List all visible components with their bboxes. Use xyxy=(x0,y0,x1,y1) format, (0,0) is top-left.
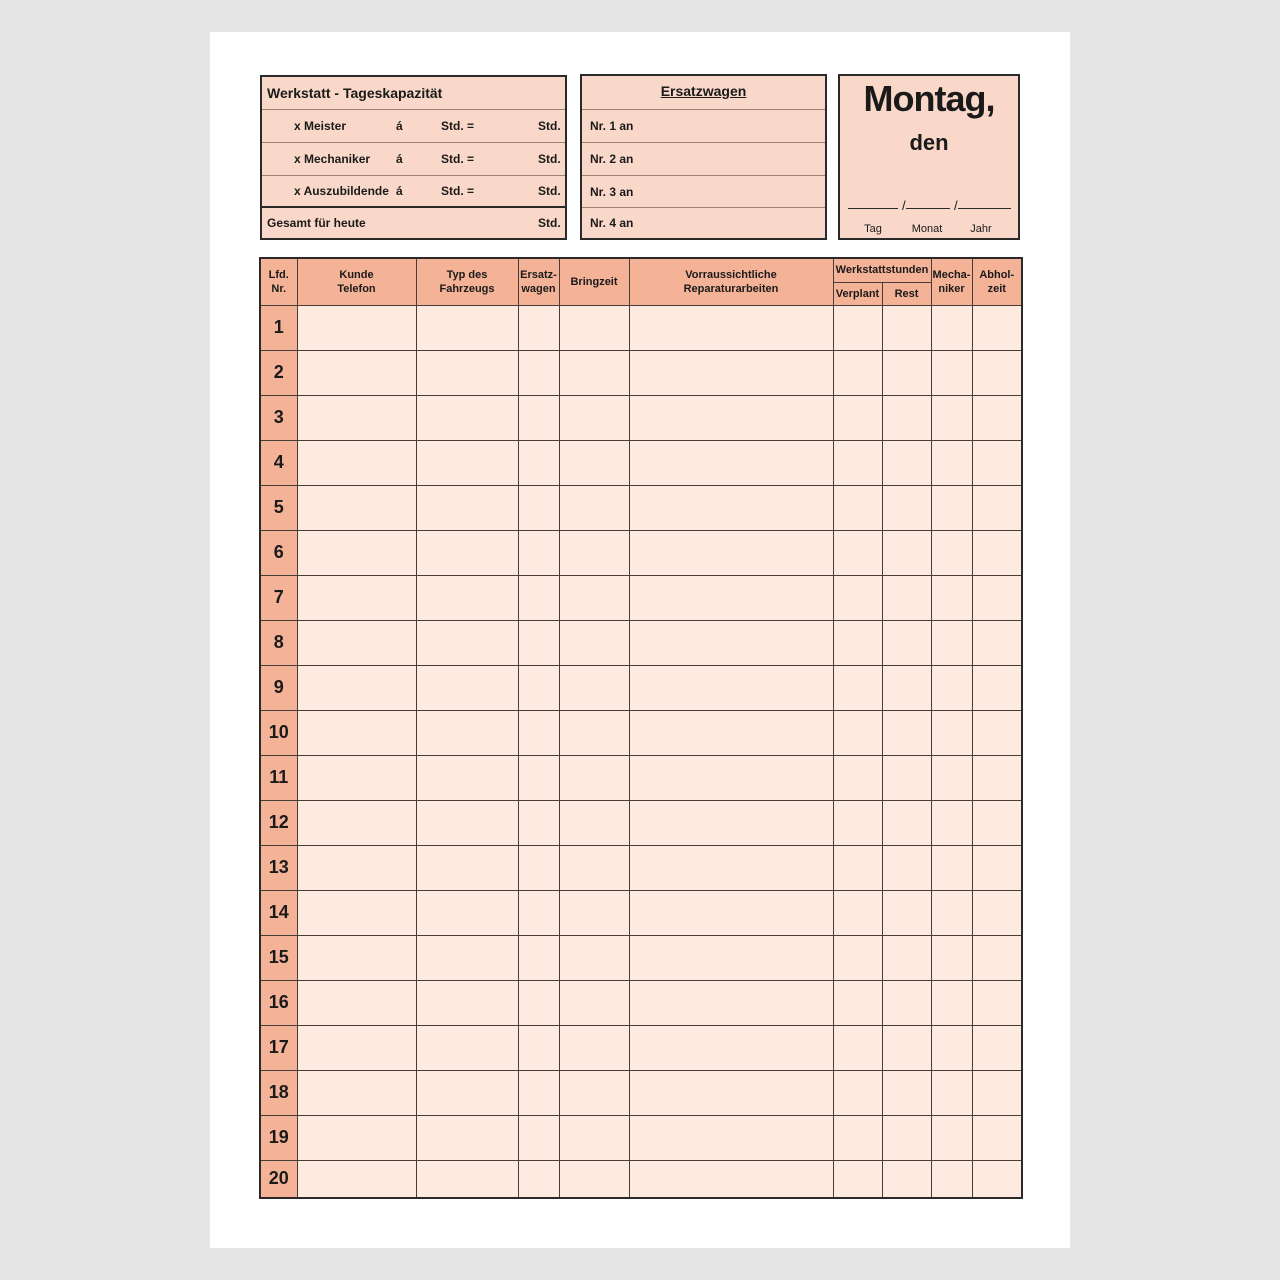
cell-mechaniker[interactable] xyxy=(931,575,972,620)
cell-verplant[interactable] xyxy=(833,530,882,575)
header-ersatzwagen: Ersatz- wagen xyxy=(518,258,559,305)
capacity-std-eq: Std. = xyxy=(441,152,475,166)
cell-reparatur[interactable] xyxy=(629,1115,833,1160)
cell-ersatzwagen[interactable] xyxy=(518,800,559,845)
cell-verplant[interactable] xyxy=(833,1070,882,1115)
cell-kunde[interactable] xyxy=(297,710,416,755)
cell-mechaniker[interactable] xyxy=(931,305,972,350)
cell-kunde[interactable] xyxy=(297,575,416,620)
cell-typ[interactable] xyxy=(416,710,518,755)
capacity-std-eq: Std. = xyxy=(441,119,475,133)
header-werkstattstunden: Werkstattstunden xyxy=(833,258,931,282)
cell-ersatzwagen[interactable] xyxy=(518,620,559,665)
cell-kunde[interactable] xyxy=(297,890,416,935)
cell-abholzeit[interactable] xyxy=(972,440,1022,485)
table-row xyxy=(260,1115,1022,1160)
header-lfd-nr: Lfd. Nr. xyxy=(260,258,297,305)
cell-abholzeit[interactable] xyxy=(972,980,1022,1025)
cell-kunde[interactable] xyxy=(297,1115,416,1160)
cell-ersatzwagen[interactable] xyxy=(518,530,559,575)
ersatzwagen-line-2[interactable]: Nr. 2 an xyxy=(582,142,825,175)
cell-abholzeit[interactable] xyxy=(972,1115,1022,1160)
cell-bringzeit[interactable] xyxy=(559,530,629,575)
table-body xyxy=(260,305,1022,1198)
cell-bringzeit[interactable] xyxy=(559,395,629,440)
capacity-a: á xyxy=(396,152,403,166)
cell-mechaniker[interactable] xyxy=(931,530,972,575)
cell-typ[interactable] xyxy=(416,935,518,980)
cell-ersatzwagen[interactable] xyxy=(518,575,559,620)
cell-verplant[interactable] xyxy=(833,575,882,620)
capacity-row-mechaniker xyxy=(262,143,565,176)
cell-mechaniker[interactable] xyxy=(931,440,972,485)
cell-verplant[interactable] xyxy=(833,800,882,845)
row-number: 5 xyxy=(260,485,297,530)
cell-mechaniker[interactable] xyxy=(931,350,972,395)
cell-verplant[interactable] xyxy=(833,1115,882,1160)
cell-rest[interactable] xyxy=(882,485,931,530)
cell-verplant[interactable] xyxy=(833,665,882,710)
cell-bringzeit[interactable] xyxy=(559,755,629,800)
day-box xyxy=(838,74,1020,240)
cell-rest[interactable] xyxy=(882,935,931,980)
table-row xyxy=(260,575,1022,620)
cell-bringzeit[interactable] xyxy=(559,710,629,755)
cell-mechaniker[interactable] xyxy=(931,845,972,890)
cell-ersatzwagen[interactable] xyxy=(518,1025,559,1070)
cell-abholzeit[interactable] xyxy=(972,485,1022,530)
table-row xyxy=(260,305,1022,350)
cell-verplant[interactable] xyxy=(833,890,882,935)
cell-abholzeit[interactable] xyxy=(972,395,1022,440)
table-row xyxy=(260,1160,1022,1198)
cell-abholzeit[interactable] xyxy=(972,350,1022,395)
cell-mechaniker[interactable] xyxy=(931,620,972,665)
cell-rest[interactable] xyxy=(882,1115,931,1160)
cell-bringzeit[interactable] xyxy=(559,575,629,620)
row-number: 1 xyxy=(260,305,297,350)
capacity-label: x Auszubildende xyxy=(294,184,389,198)
cell-bringzeit[interactable] xyxy=(559,1025,629,1070)
cell-reparatur[interactable] xyxy=(629,530,833,575)
cell-rest[interactable] xyxy=(882,710,931,755)
cell-typ[interactable] xyxy=(416,530,518,575)
row-number: 8 xyxy=(260,620,297,665)
cell-kunde[interactable] xyxy=(297,530,416,575)
cell-reparatur[interactable] xyxy=(629,395,833,440)
cell-reparatur[interactable] xyxy=(629,1160,833,1198)
row-number: 19 xyxy=(260,1115,297,1160)
cell-kunde[interactable] xyxy=(297,395,416,440)
cell-kunde[interactable] xyxy=(297,845,416,890)
table-row xyxy=(260,845,1022,890)
cell-abholzeit[interactable] xyxy=(972,1160,1022,1198)
row-number: 2 xyxy=(260,350,297,395)
cell-bringzeit[interactable] xyxy=(559,1070,629,1115)
cell-typ[interactable] xyxy=(416,755,518,800)
cell-reparatur[interactable] xyxy=(629,890,833,935)
cell-mechaniker[interactable] xyxy=(931,1025,972,1070)
cell-kunde[interactable] xyxy=(297,755,416,800)
cell-reparatur[interactable] xyxy=(629,620,833,665)
cell-kunde[interactable] xyxy=(297,485,416,530)
capacity-a: á xyxy=(396,119,403,133)
cell-rest[interactable] xyxy=(882,845,931,890)
cell-rest[interactable] xyxy=(882,440,931,485)
row-number: 13 xyxy=(260,845,297,890)
cell-kunde[interactable] xyxy=(297,935,416,980)
capacity-std: Std. xyxy=(538,119,561,133)
header-bringzeit: Bringzeit xyxy=(559,258,629,305)
cell-abholzeit[interactable] xyxy=(972,845,1022,890)
table-row xyxy=(260,710,1022,755)
row-number: 16 xyxy=(260,980,297,1025)
cell-verplant[interactable] xyxy=(833,845,882,890)
cell-reparatur[interactable] xyxy=(629,845,833,890)
table-row xyxy=(260,890,1022,935)
row-number: 17 xyxy=(260,1025,297,1070)
cell-abholzeit[interactable] xyxy=(972,620,1022,665)
row-number: 3 xyxy=(260,395,297,440)
capacity-title-row xyxy=(262,77,565,110)
month-line[interactable] xyxy=(906,208,950,209)
cell-rest[interactable] xyxy=(882,305,931,350)
cell-ersatzwagen[interactable] xyxy=(518,980,559,1025)
header-abholzeit: Abhol- zeit xyxy=(972,258,1022,305)
cell-abholzeit[interactable] xyxy=(972,1070,1022,1115)
cell-kunde[interactable] xyxy=(297,1070,416,1115)
cell-reparatur[interactable] xyxy=(629,935,833,980)
cell-rest[interactable] xyxy=(882,1025,931,1070)
cell-ersatzwagen[interactable] xyxy=(518,755,559,800)
capacity-label: x Meister xyxy=(294,119,347,133)
row-number: 4 xyxy=(260,440,297,485)
cell-ersatzwagen[interactable] xyxy=(518,710,559,755)
den-label: den xyxy=(909,130,949,155)
cell-verplant[interactable] xyxy=(833,350,882,395)
row-number: 11 xyxy=(260,755,297,800)
header-typ: Typ des Fahrzeugs xyxy=(416,258,518,305)
cell-kunde[interactable] xyxy=(297,440,416,485)
cell-ersatzwagen[interactable] xyxy=(518,1115,559,1160)
cell-kunde[interactable] xyxy=(297,350,416,395)
cell-typ[interactable] xyxy=(416,845,518,890)
capacity-std: Std. xyxy=(538,152,561,166)
cell-reparatur[interactable] xyxy=(629,800,833,845)
capacity-total-row xyxy=(262,208,565,238)
cell-mechaniker[interactable] xyxy=(931,755,972,800)
cell-bringzeit[interactable] xyxy=(559,980,629,1025)
cell-verplant[interactable] xyxy=(833,1025,882,1070)
cell-reparatur[interactable] xyxy=(629,575,833,620)
table-row xyxy=(260,530,1022,575)
cell-mechaniker[interactable] xyxy=(931,1115,972,1160)
capacity-a: á xyxy=(396,184,403,198)
cell-mechaniker[interactable] xyxy=(931,890,972,935)
cell-kunde[interactable] xyxy=(297,305,416,350)
date-label-tag: Tag xyxy=(864,223,882,235)
cell-kunde[interactable] xyxy=(297,980,416,1025)
cell-mechaniker[interactable] xyxy=(931,665,972,710)
ersatzwagen-line-1[interactable]: Nr. 1 an xyxy=(582,109,825,142)
cell-typ[interactable] xyxy=(416,395,518,440)
cell-verplant[interactable] xyxy=(833,755,882,800)
cell-typ[interactable] xyxy=(416,1070,518,1115)
cell-typ[interactable] xyxy=(416,305,518,350)
cell-rest[interactable] xyxy=(882,1070,931,1115)
cell-abholzeit[interactable] xyxy=(972,305,1022,350)
row-number: 20 xyxy=(260,1160,297,1198)
cell-bringzeit[interactable] xyxy=(559,485,629,530)
cell-reparatur[interactable] xyxy=(629,710,833,755)
cell-verplant[interactable] xyxy=(833,620,882,665)
date-slash: / xyxy=(902,198,906,213)
cell-mechaniker[interactable] xyxy=(931,800,972,845)
cell-typ[interactable] xyxy=(416,980,518,1025)
cell-reparatur[interactable] xyxy=(629,755,833,800)
cell-verplant[interactable] xyxy=(833,485,882,530)
cell-ersatzwagen[interactable] xyxy=(518,1160,559,1198)
cell-kunde[interactable] xyxy=(297,1025,416,1070)
cell-reparatur[interactable] xyxy=(629,440,833,485)
cell-rest[interactable] xyxy=(882,530,931,575)
cell-bringzeit[interactable] xyxy=(559,1115,629,1160)
cell-abholzeit[interactable] xyxy=(972,935,1022,980)
date-slash: / xyxy=(954,198,958,213)
year-line[interactable] xyxy=(958,208,1011,209)
table-row xyxy=(260,1070,1022,1115)
header-kunde: Kunde Telefon xyxy=(297,258,416,305)
header-verplant: Verplant xyxy=(833,282,882,305)
cell-ersatzwagen[interactable] xyxy=(518,890,559,935)
row-number: 15 xyxy=(260,935,297,980)
cell-verplant[interactable] xyxy=(833,1160,882,1198)
cell-typ[interactable] xyxy=(416,575,518,620)
cell-kunde[interactable] xyxy=(297,620,416,665)
cell-typ[interactable] xyxy=(416,440,518,485)
cell-verplant[interactable] xyxy=(833,395,882,440)
cell-reparatur[interactable] xyxy=(629,1025,833,1070)
capacity-total-label: Gesamt für heute xyxy=(267,216,366,230)
capacity-box xyxy=(260,75,567,240)
row-number: 9 xyxy=(260,665,297,710)
cell-bringzeit[interactable] xyxy=(559,305,629,350)
cell-rest[interactable] xyxy=(882,575,931,620)
capacity-row-auszubildende xyxy=(262,176,565,208)
row-number: 18 xyxy=(260,1070,297,1115)
cell-bringzeit[interactable] xyxy=(559,665,629,710)
cell-reparatur[interactable] xyxy=(629,305,833,350)
row-number: 6 xyxy=(260,530,297,575)
cell-ersatzwagen[interactable] xyxy=(518,485,559,530)
cell-ersatzwagen[interactable] xyxy=(518,665,559,710)
cell-mechaniker[interactable] xyxy=(931,1070,972,1115)
cell-ersatzwagen[interactable] xyxy=(518,935,559,980)
cell-verplant[interactable] xyxy=(833,935,882,980)
cell-ersatzwagen[interactable] xyxy=(518,845,559,890)
table-row xyxy=(260,395,1022,440)
cell-ersatzwagen[interactable] xyxy=(518,395,559,440)
day-line[interactable] xyxy=(848,208,898,209)
cell-kunde[interactable] xyxy=(297,665,416,710)
date-label-jahr: Jahr xyxy=(970,223,992,235)
cell-typ[interactable] xyxy=(416,620,518,665)
cell-abholzeit[interactable] xyxy=(972,800,1022,845)
capacity-std-eq: Std. = xyxy=(441,184,475,198)
capacity-row-meister xyxy=(262,110,565,143)
table-row xyxy=(260,620,1022,665)
cell-ersatzwagen[interactable] xyxy=(518,350,559,395)
cell-mechaniker[interactable] xyxy=(931,1160,972,1198)
cell-rest[interactable] xyxy=(882,350,931,395)
row-number: 7 xyxy=(260,575,297,620)
cell-typ[interactable] xyxy=(416,665,518,710)
cell-typ[interactable] xyxy=(416,890,518,935)
cell-typ[interactable] xyxy=(416,350,518,395)
cell-typ[interactable] xyxy=(416,1160,518,1198)
cell-mechaniker[interactable] xyxy=(931,710,972,755)
cell-typ[interactable] xyxy=(416,1115,518,1160)
table-row xyxy=(260,350,1022,395)
cell-bringzeit[interactable] xyxy=(559,845,629,890)
cell-bringzeit[interactable] xyxy=(559,800,629,845)
cell-bringzeit[interactable] xyxy=(559,890,629,935)
cell-rest[interactable] xyxy=(882,395,931,440)
cell-verplant[interactable] xyxy=(833,710,882,755)
form-sheet xyxy=(210,32,1070,1248)
cell-bringzeit[interactable] xyxy=(559,935,629,980)
ersatzwagen-title: Ersatzwagen xyxy=(660,83,747,99)
ersatzwagen-box xyxy=(580,74,827,240)
table-row xyxy=(260,440,1022,485)
row-number: 10 xyxy=(260,710,297,755)
cell-abholzeit[interactable] xyxy=(972,575,1022,620)
cell-rest[interactable] xyxy=(882,620,931,665)
cell-bringzeit[interactable] xyxy=(559,440,629,485)
table-row xyxy=(260,935,1022,980)
cell-rest[interactable] xyxy=(882,980,931,1025)
date-label-monat: Monat xyxy=(911,223,943,235)
cell-verplant[interactable] xyxy=(833,440,882,485)
capacity-total-unit: Std. xyxy=(538,216,561,230)
cell-mechaniker[interactable] xyxy=(931,395,972,440)
cell-bringzeit[interactable] xyxy=(559,620,629,665)
row-number: 12 xyxy=(260,800,297,845)
capacity-title: Werkstatt - Tageskapazität xyxy=(267,85,443,101)
cell-ersatzwagen[interactable] xyxy=(518,1070,559,1115)
table-row xyxy=(260,485,1022,530)
cell-abholzeit[interactable] xyxy=(972,755,1022,800)
table-row xyxy=(260,665,1022,710)
cell-reparatur[interactable] xyxy=(629,485,833,530)
cell-abholzeit[interactable] xyxy=(972,665,1022,710)
table-row xyxy=(260,800,1022,845)
cell-abholzeit[interactable] xyxy=(972,890,1022,935)
cell-abholzeit[interactable] xyxy=(972,710,1022,755)
header-rest: Rest xyxy=(882,282,931,305)
cell-ersatzwagen[interactable] xyxy=(518,440,559,485)
cell-mechaniker[interactable] xyxy=(931,485,972,530)
ersatzwagen-line-4[interactable]: Nr. 4 an xyxy=(582,207,825,238)
cell-bringzeit[interactable] xyxy=(559,350,629,395)
cell-rest[interactable] xyxy=(882,1160,931,1198)
ersatzwagen-line-3[interactable]: Nr. 3 an xyxy=(582,175,825,207)
cell-typ[interactable] xyxy=(416,1025,518,1070)
capacity-std: Std. xyxy=(538,184,561,198)
cell-bringzeit[interactable] xyxy=(559,1160,629,1198)
cell-typ[interactable] xyxy=(416,800,518,845)
cell-abholzeit[interactable] xyxy=(972,1025,1022,1070)
cell-reparatur[interactable] xyxy=(629,665,833,710)
cell-rest[interactable] xyxy=(882,890,931,935)
row-number: 14 xyxy=(260,890,297,935)
cell-rest[interactable] xyxy=(882,800,931,845)
cell-reparatur[interactable] xyxy=(629,350,833,395)
cell-kunde[interactable] xyxy=(297,1160,416,1198)
header-mechaniker: Mecha- niker xyxy=(931,258,972,305)
cell-verplant[interactable] xyxy=(833,305,882,350)
cell-reparatur[interactable] xyxy=(629,980,833,1025)
table-row xyxy=(260,980,1022,1025)
capacity-label: x Mechaniker xyxy=(294,152,371,166)
header-reparatur: Vorraussichtliche Reparaturarbeiten xyxy=(629,258,833,305)
cell-rest[interactable] xyxy=(882,755,931,800)
table-row xyxy=(260,755,1022,800)
cell-abholzeit[interactable] xyxy=(972,530,1022,575)
cell-mechaniker[interactable] xyxy=(931,980,972,1025)
cell-reparatur[interactable] xyxy=(629,1070,833,1115)
cell-typ[interactable] xyxy=(416,485,518,530)
cell-kunde[interactable] xyxy=(297,800,416,845)
cell-rest[interactable] xyxy=(882,665,931,710)
cell-verplant[interactable] xyxy=(833,980,882,1025)
weekday-title: Montag, xyxy=(863,78,995,119)
table-row xyxy=(260,1025,1022,1070)
order-table xyxy=(259,257,1023,1199)
cell-mechaniker[interactable] xyxy=(931,935,972,980)
cell-ersatzwagen[interactable] xyxy=(518,305,559,350)
